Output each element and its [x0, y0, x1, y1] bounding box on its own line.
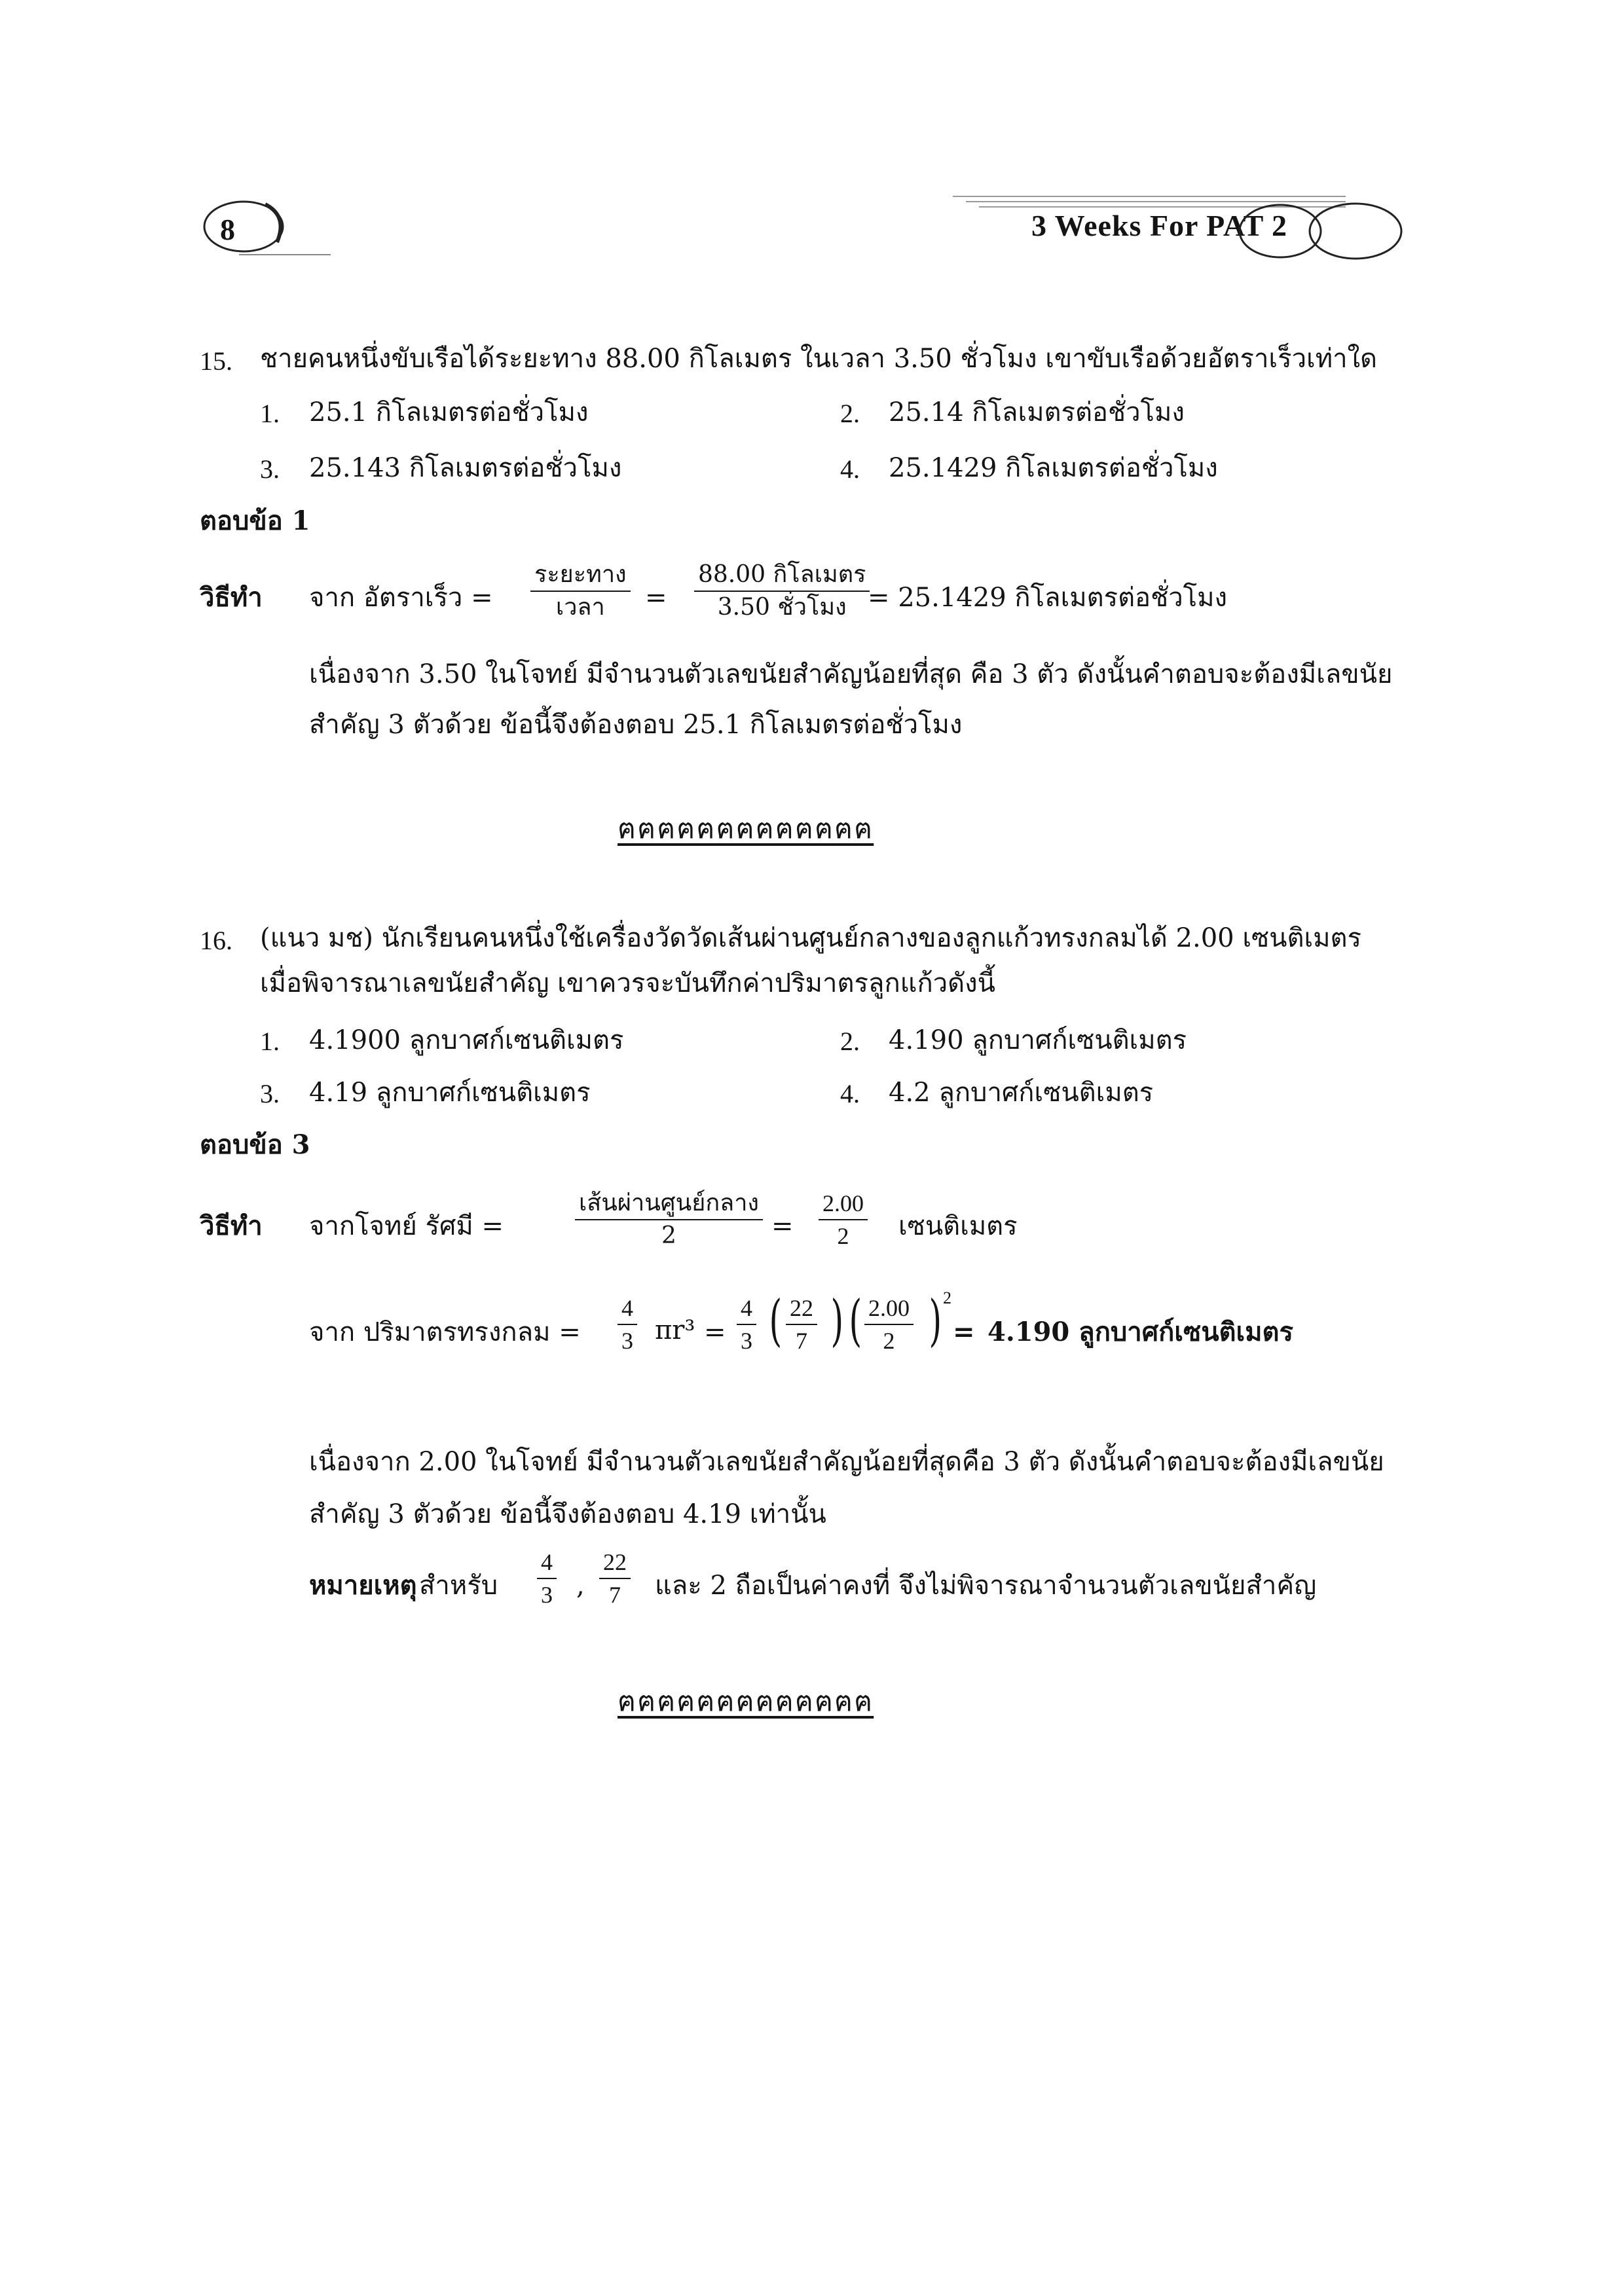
q16-note-post: และ 2 ถือเป็นค่าคงที่ จึงไม่พิจารณาจำนวนตัวเลขนัยสำคัญ [655, 1571, 1317, 1601]
q15-choice-4-num: 4. [840, 454, 860, 484]
fraction-denominator: 2 [661, 1222, 676, 1249]
q15-choice-3-num: 3. [260, 454, 280, 484]
fraction-numerator: 4 [541, 1549, 553, 1575]
q16-method-label: วิธีทำ [200, 1211, 263, 1241]
fraction-denominator: 3 [741, 1328, 752, 1354]
q16-answer: ตอบข้อ 3 [200, 1129, 310, 1160]
q15-explanation-line-2: สำคัญ 3 ตัวด้วย ข้อนี้จึงต้องตอบ 25.1 กิโลเมตรต่อชั่วโมง [309, 710, 963, 740]
q16-choice-1: 4.1900 ลูกบาศก์เซนติเมตร [309, 1025, 624, 1055]
fraction-numerator: 22 [603, 1549, 627, 1575]
q16-note-fraction-22-7 [599, 1550, 631, 1607]
section-divider-2: ฅฅฅฅฅฅฅฅฅฅฅฅฅ [618, 1685, 874, 1717]
fraction-denominator: 3 [541, 1582, 553, 1608]
q16-volume-equals-1: = [704, 1317, 726, 1347]
q16-fraction-diameter [575, 1192, 763, 1248]
q16-choice-1-num: 1. [260, 1027, 280, 1056]
fraction-numerator: 22 [790, 1295, 813, 1321]
q16-explanation-line-1: เนื่องจาก 2.00 ในโจทย์ มีจำนวนตัวเลขนัยสำคัญน้อยที่สุดคือ 3 ตัว ดังนั้นคำตอบจะต้องมีเลขนัย [309, 1447, 1384, 1477]
q16-radius-unit: เซนติเมตร [898, 1211, 1018, 1241]
q15-choice-2-num: 2. [840, 399, 860, 428]
fraction-numerator: 88.00 กิโลเมตร [698, 561, 866, 588]
q15-choice-2: 25.14 กิโลเมตรต่อชั่วโมง [889, 397, 1185, 428]
q16-choice-4-num: 4. [840, 1079, 860, 1108]
q16-choice-3: 4.19 ลูกบาศก์เซนติเมตร [309, 1078, 591, 1108]
q16-choice-3-num: 3. [260, 1079, 280, 1108]
fraction-denominator: 2 [837, 1223, 849, 1249]
section-divider-1: ฅฅฅฅฅฅฅฅฅฅฅฅฅ [618, 812, 874, 845]
q16-explanation-line-2: สำคัญ 3 ตัวด้วย ข้อนี้จึงต้องตอบ 4.19 เท่านั้น [309, 1499, 826, 1529]
left-paren: ( [769, 1288, 783, 1353]
q16-fraction-radius-value [819, 1192, 868, 1248]
q15-stem: ชายคนหนึ่งขับเรือได้ระยะทาง 88.00 กิโลเมตร ในเวลา 3.50 ชั่วโมง เขาขับเรือด้วยอัตราเร็วเท่าใด [260, 344, 1378, 374]
q16-pi-r-cubed: πr³ [655, 1315, 695, 1345]
fraction-numerator: 2.00 [822, 1190, 864, 1216]
fraction-numerator: ระยะทาง [534, 561, 627, 588]
q15-choice-3: 25.143 กิโลเมตรต่อชั่วโมง [309, 453, 622, 483]
q16-note-fraction-four-thirds [537, 1550, 557, 1607]
fraction-denominator: 7 [796, 1328, 807, 1354]
q15-choice-4: 25.1429 กิโลเมตรต่อชั่วโมง [889, 453, 1218, 483]
right-paren: ) [929, 1288, 942, 1353]
fraction-denominator: เวลา [555, 594, 605, 621]
q15-calc-prefix: จาก อัตราเร็ว = [309, 583, 493, 613]
q16-fraction-four-thirds [618, 1296, 637, 1353]
q15-answer: ตอบข้อ 1 [200, 505, 310, 536]
q16-volume-equals-2: = [953, 1317, 975, 1347]
q15-fraction-distance-time [530, 563, 631, 619]
q15-choice-1-num: 1. [260, 399, 280, 428]
q16-choice-2-num: 2. [840, 1027, 860, 1056]
q15-explanation-line-1: เนื่องจาก 3.50 ในโจทย์ มีจำนวนตัวเลขนัยสำคัญน้อยที่สุด คือ 3 ตัว ดังนั้นคำตอบจะต้องมีเลขนัย [309, 659, 1393, 689]
q16-volume-prefix: จาก ปริมาตรทรงกลม = [309, 1317, 581, 1347]
fraction-denominator: 2 [883, 1328, 895, 1354]
q15-fraction-values [694, 563, 870, 619]
q16-volume-result: 4.190 ลูกบาศก์เซนติเมตร [987, 1317, 1294, 1347]
q16-note-comma: , [576, 1571, 585, 1601]
fraction-numerator: 4 [621, 1295, 633, 1321]
q16-exponent: 2 [943, 1288, 951, 1307]
fraction-numerator: 4 [741, 1295, 752, 1321]
q16-fraction-radius [864, 1296, 913, 1353]
q16-radius-prefix: จากโจทย์ รัศมี = [309, 1211, 504, 1241]
q16-number: 16. [200, 926, 232, 955]
fraction-denominator: 3 [621, 1328, 633, 1354]
q16-choice-4: 4.2 ลูกบาศก์เซนติเมตร [889, 1078, 1154, 1108]
page-number-rule [239, 254, 331, 255]
fraction-denominator: 7 [609, 1582, 621, 1608]
page-number: 8 [220, 213, 235, 246]
q16-radius-equals: = [771, 1211, 794, 1241]
fraction-denominator: 3.50 ชั่วโมง [717, 594, 847, 621]
q16-fraction-22-7 [786, 1296, 817, 1353]
fraction-numerator: เส้นผ่านศูนย์กลาง [579, 1190, 760, 1216]
q16-note-pre: สำหรับ [419, 1571, 498, 1601]
q15-result: = 25.1429 กิโลเมตรต่อชั่วโมง [868, 583, 1228, 613]
q16-choice-2: 4.190 ลูกบาศก์เซนติเมตร [889, 1025, 1187, 1055]
right-paren: ) [830, 1288, 844, 1353]
q16-stem-line-2: เมื่อพิจารณาเลขนัยสำคัญ เขาควรจะบันทึกค่าปริมาตรลูกแก้วดังนี้ [260, 968, 995, 998]
q16-fraction-four-thirds-2 [737, 1296, 756, 1353]
q16-stem-line-1: (แนว มช) นักเรียนคนหนึ่งใช้เครื่องวัดวัดเส้นผ่านศูนย์กลางของลูกแก้วทรงกลมได้ 2.00 เซนติเมตร [260, 923, 1361, 953]
q15-choice-1: 25.1 กิโลเมตรต่อชั่วโมง [309, 397, 589, 428]
q15-method-label: วิธีทำ [200, 582, 263, 613]
q15-number: 15. [200, 346, 232, 376]
header-oval-ornament [1234, 198, 1405, 264]
q15-equals: = [645, 583, 667, 613]
q16-note-label: หมายเหตุ [309, 1570, 417, 1601]
left-paren: ( [849, 1288, 862, 1353]
fraction-numerator: 2.00 [868, 1295, 910, 1321]
header-title: 3 Weeks For PAT 2 [1031, 209, 1287, 242]
page-number-oval [200, 196, 288, 257]
